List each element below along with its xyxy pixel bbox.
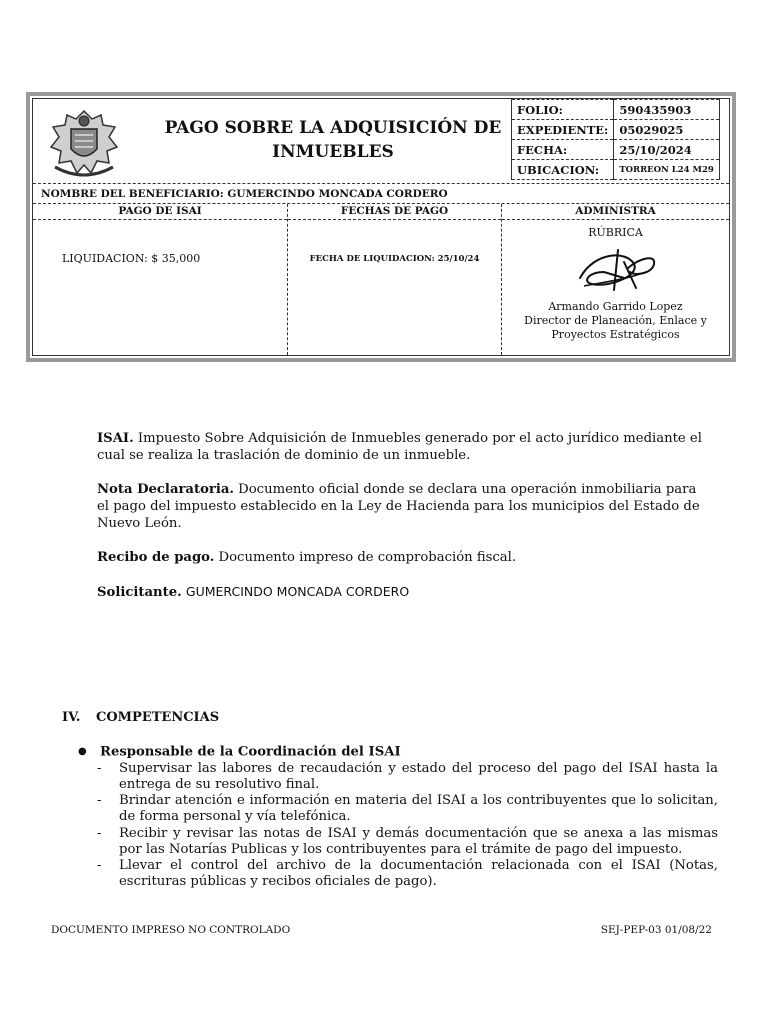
payment-box xyxy=(26,92,736,362)
definition-text: Impuesto Sobre Adquisición de Inmuebles generado por el acto jurídico mediante el cual se realiza la traslación de dominio de un inmueble. xyxy=(97,431,702,463)
signer-name: Armando Garrido Lopez xyxy=(548,300,683,313)
meta-label: FECHA: xyxy=(512,140,614,160)
definition-isai xyxy=(97,430,712,464)
dash-icon: - xyxy=(97,825,102,841)
section-number: IV. xyxy=(62,710,81,725)
meta-value: 25/10/2024 xyxy=(614,140,719,160)
document-meta-table xyxy=(511,99,720,180)
responsibility-list xyxy=(78,761,718,891)
definition-term: Recibo de pago. xyxy=(97,550,215,565)
pago-isai-header: PAGO DE ISAI xyxy=(33,204,287,220)
title-line-2: INMUEBLES xyxy=(272,142,394,162)
section-heading xyxy=(62,710,219,725)
definition-term: ISAI. xyxy=(97,431,134,446)
dash-icon: - xyxy=(97,858,102,874)
meta-row-fecha xyxy=(512,140,720,160)
bullet-icon: ● xyxy=(78,746,87,757)
definition-recibo xyxy=(97,549,712,566)
administra-header: ADMINISTRA xyxy=(502,204,729,220)
list-item xyxy=(97,858,718,890)
footer-right: SEJ-PEP-03 01/08/22 xyxy=(600,924,712,936)
signature-icon xyxy=(574,242,664,294)
dash-icon: - xyxy=(97,793,102,809)
list-item-text: Brindar atención e información en materia del ISAI a los contribuyentes que lo solicitan, de forma personal y vía telefónica. xyxy=(119,793,718,825)
payment-columns xyxy=(33,203,729,355)
list-item-text: Recibir y revisar las notas de ISAI y demás documentación que se anexa a las mismas por las Notarías Publicas y los contribuyentes para el trámite de pago del impuesto. xyxy=(119,825,718,857)
definition-term: Solicitante. xyxy=(97,585,182,600)
definition-text: GUMERCINDO MONCADA CORDERO xyxy=(185,584,410,599)
beneficiary-label: NOMBRE DEL BENEFICIARIO: xyxy=(41,188,224,200)
list-item xyxy=(97,793,718,825)
signer-title: Director de Planeación, Enlace y xyxy=(524,314,707,327)
administra-column xyxy=(502,204,729,355)
dash-icon: - xyxy=(97,760,102,776)
fecha-liquidacion: FECHA DE LIQUIDACION: 25/10/24 xyxy=(309,254,480,264)
meta-row-ubicacion xyxy=(512,160,720,180)
rubrica-label: RÚBRICA xyxy=(588,226,643,239)
meta-label: EXPEDIENTE: xyxy=(512,120,614,140)
fechas-pago-header: FECHAS DE PAGO xyxy=(288,204,501,220)
meta-row-folio xyxy=(512,100,720,120)
responsibilities xyxy=(78,744,718,890)
meta-row-expediente xyxy=(512,120,720,140)
section-title: COMPETENCIAS xyxy=(96,710,220,725)
list-item-text: Supervisar las labores de recaudación y estado del proceso del pago del ISAI hasta la entrega de su resolutivo final. xyxy=(119,760,718,793)
definition-text: Documento impreso de comprobación fiscal. xyxy=(218,550,517,565)
fechas-pago-column xyxy=(288,204,502,355)
meta-label: FOLIO: xyxy=(512,100,614,120)
meta-value: 05029025 xyxy=(614,120,719,140)
document-title xyxy=(153,116,513,164)
title-line-1: PAGO SOBRE LA ADQUISICIÓN DE xyxy=(164,118,502,138)
meta-value: TORREON L24 M29 xyxy=(614,160,719,180)
definitions xyxy=(97,430,712,618)
signer-title: Proyectos Estratégicos xyxy=(551,328,680,341)
beneficiary-row xyxy=(33,183,729,204)
definition-term: Nota Declaratoria. xyxy=(97,482,234,497)
beneficiary-name: GUMERCINDO MONCADA CORDERO xyxy=(227,188,448,200)
definition-text: Documento oficial donde se declara una operación inmobiliaria para el pago del impuesto establecido en la Ley de Hacienda para los municipios del Estado de Nuevo León. xyxy=(97,482,700,531)
list-item-text: Llevar el control del archivo de la documentación relacionada con el ISAI (Notas, escrituras públicas y recibos oficiales de pago). xyxy=(119,858,718,890)
coat-of-arms-icon xyxy=(45,105,123,183)
definition-nota xyxy=(97,481,712,532)
footer-left: DOCUMENTO IMPRESO NO CONTROLADO xyxy=(51,924,291,936)
list-item xyxy=(97,826,718,858)
responsible-title: Responsable de la Coordinación del ISAI xyxy=(100,744,401,760)
meta-label: UBICACION: xyxy=(512,160,614,180)
responsible-heading xyxy=(78,744,718,761)
pago-isai-column xyxy=(33,204,288,355)
payment-box-inner xyxy=(32,98,730,356)
signer-block xyxy=(502,300,729,342)
definition-solicitante xyxy=(97,583,712,601)
liquidacion-amount: LIQUIDACION: $ 35,000 xyxy=(62,252,201,265)
list-item xyxy=(97,761,718,793)
meta-value: 590435903 xyxy=(614,100,719,120)
